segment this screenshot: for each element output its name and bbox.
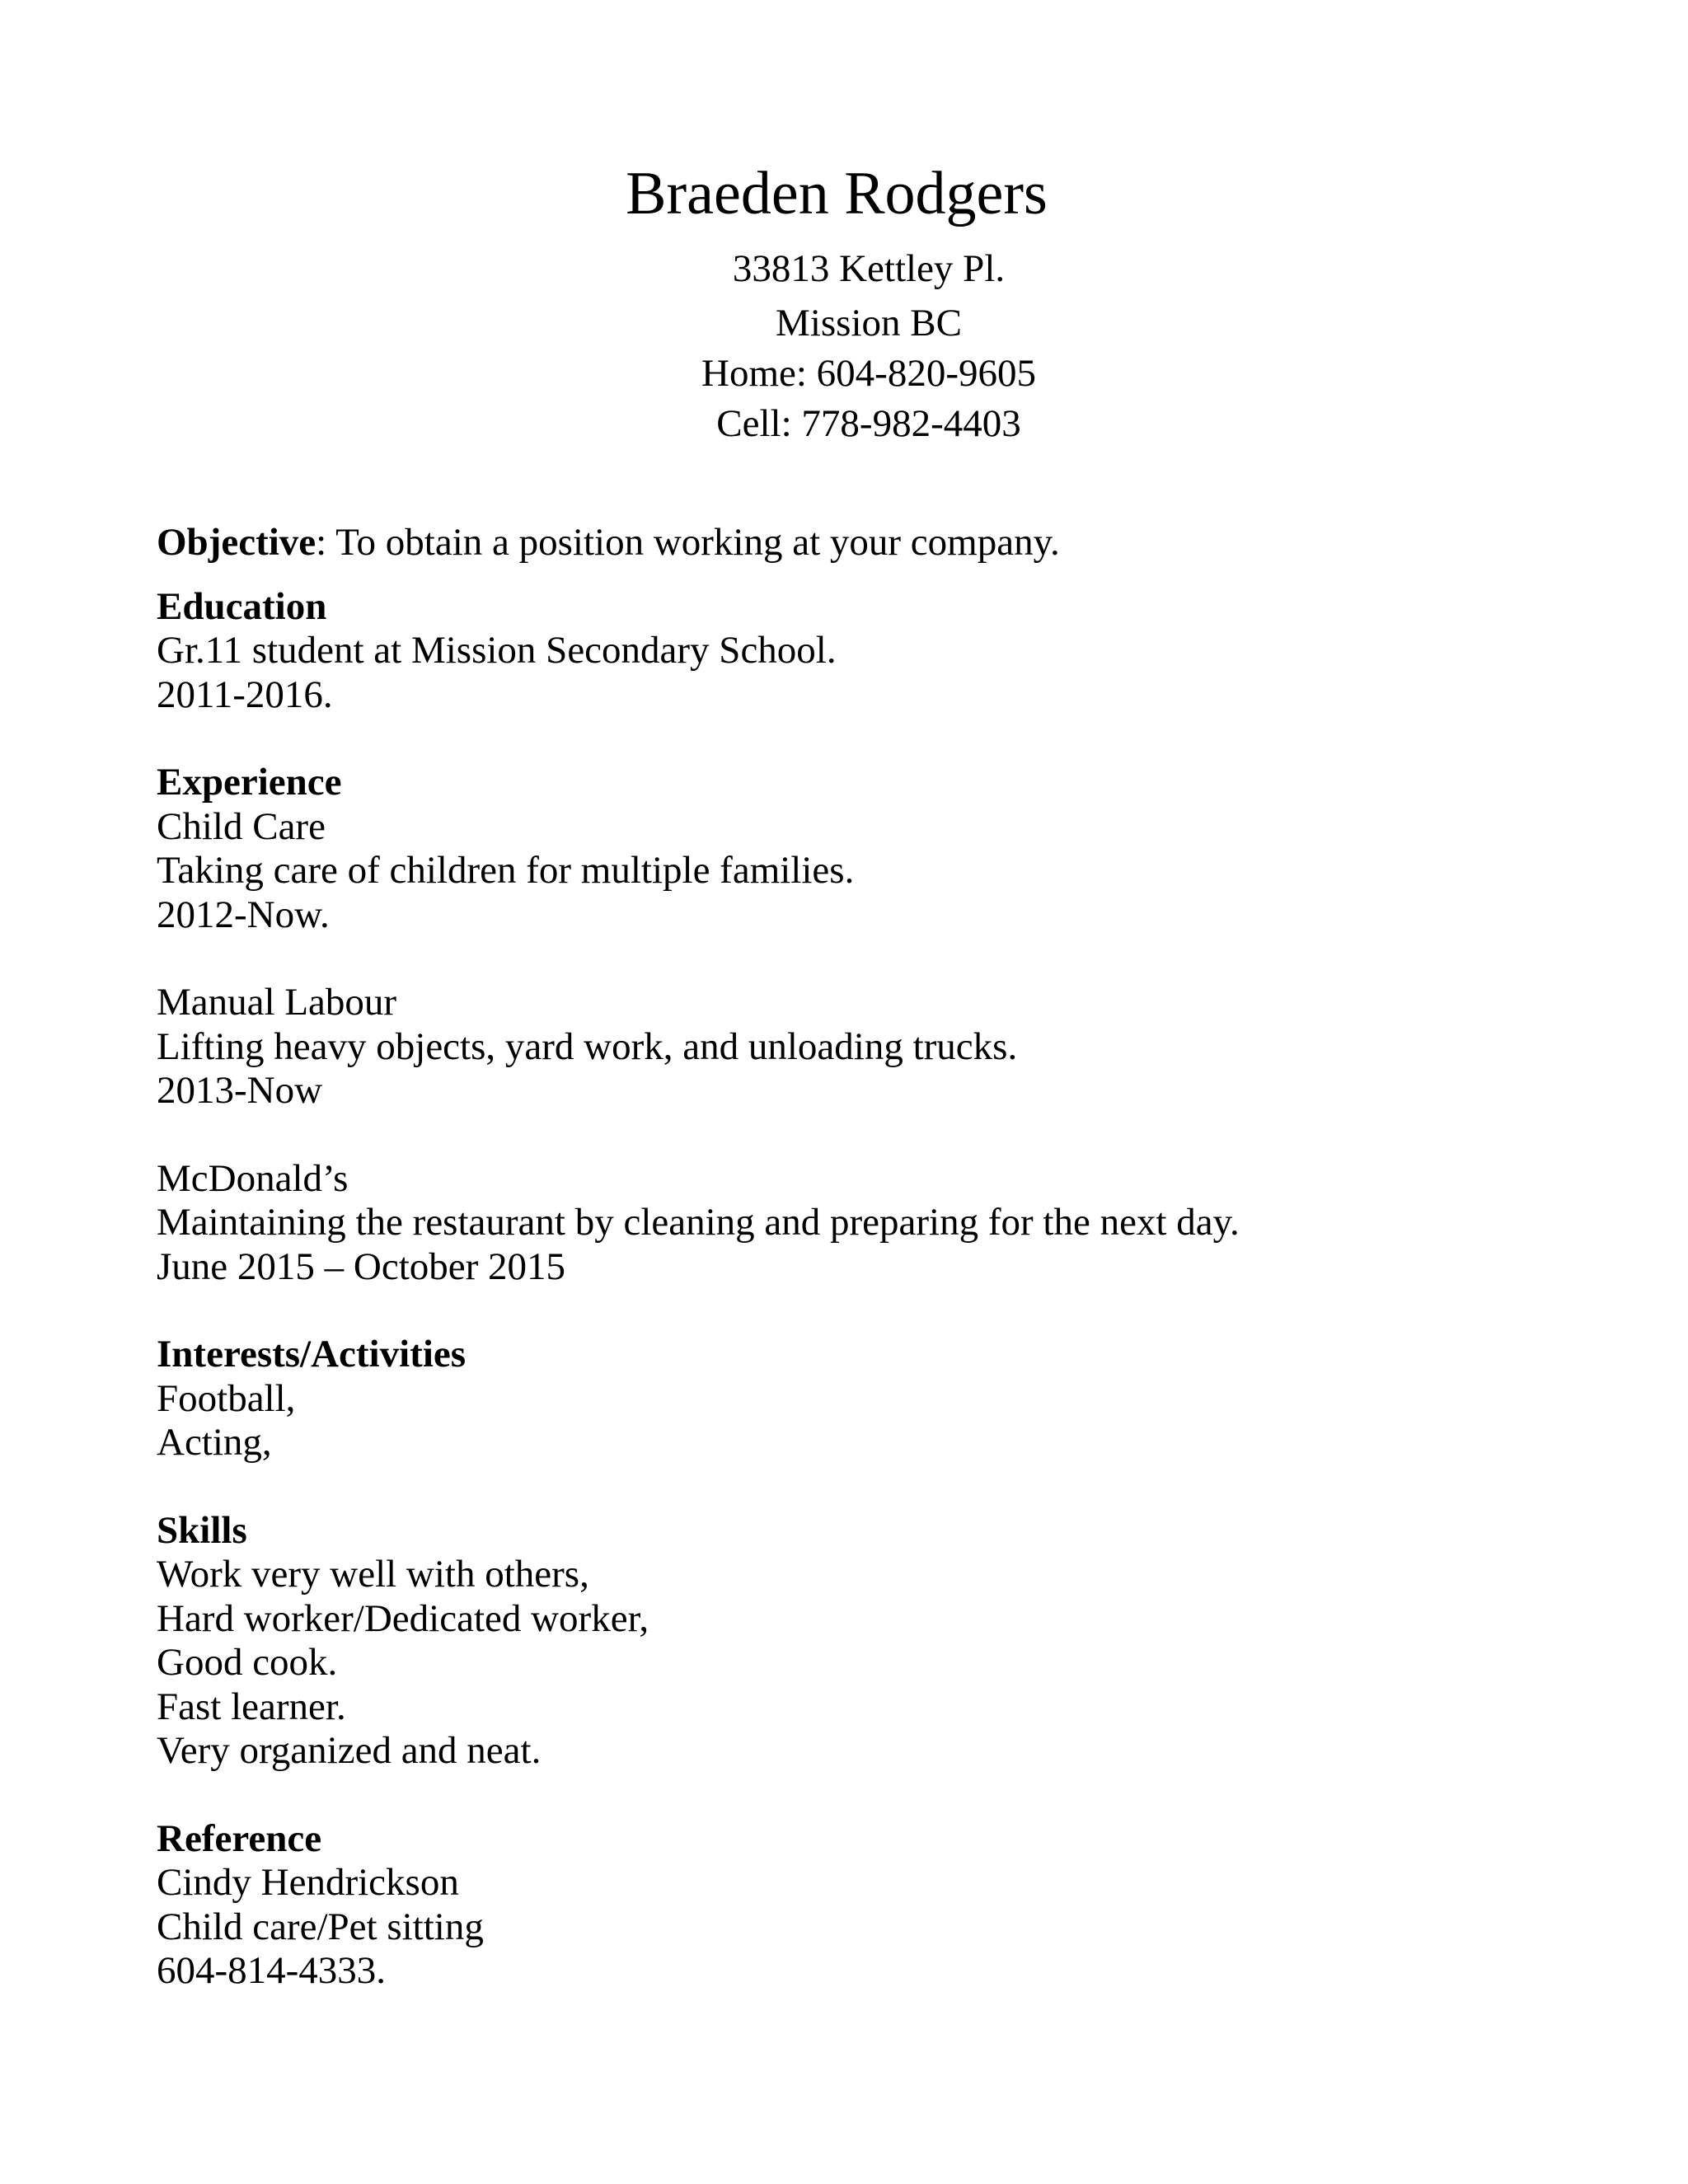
job-dates: 2012-Now. [157,893,330,936]
skill-item: Good cook. [157,1641,338,1684]
skill-item: Fast learner. [157,1685,346,1728]
education-heading: Education [157,584,327,628]
job-description: Taking care of children for multiple families. [157,849,855,892]
job-description: Maintaining the restaurant by cleaning and preparing for the next day. [157,1201,1240,1244]
resume-name: Braeden Rodgers [626,160,1048,227]
job-title: Child Care [157,804,326,848]
contact-address: 33813 Kettley Pl. [732,247,1006,290]
resume-body [157,521,1640,1994]
contact-home-phone: Home: 604-820-9605 [701,352,1036,395]
interest-item: Acting, [157,1421,272,1464]
reference-role: Child care/Pet sitting [157,1905,484,1948]
contact-cell-phone: Cell: 778-982-4403 [716,402,1021,445]
skill-item: Hard worker/Dedicated worker, [157,1596,649,1640]
reference-name: Cindy Hendrickson [157,1861,459,1904]
experience-heading: Experience [157,761,342,804]
job-dates: 2013-Now [157,1069,323,1112]
job-title: Manual Labour [157,981,397,1024]
objective-text: : To obtain a position working at your company. [316,521,1060,564]
skills-heading: Skills [157,1508,247,1552]
objective-line [157,521,1640,565]
job-description: Lifting heavy objects, yard work, and unloading trucks. [157,1024,1018,1068]
interest-item: Football, [157,1376,296,1420]
job-title: McDonald’s [157,1156,349,1200]
skill-item: Very organized and neat. [157,1729,542,1772]
objective-label: Objective [157,521,316,564]
interests-heading: Interests/Activities [157,1333,467,1376]
reference-heading: Reference [157,1816,322,1860]
education-school: Gr.11 student at Mission Secondary School. [157,629,837,672]
reference-phone: 604-814-4333. [157,1949,387,1992]
contact-block [25,244,1688,449]
education-years: 2011-2016. [157,673,333,716]
job-dates: June 2015 – October 2015 [157,1244,566,1288]
skill-item: Work very well with others, [157,1553,589,1596]
contact-city: Mission BC [776,302,962,344]
